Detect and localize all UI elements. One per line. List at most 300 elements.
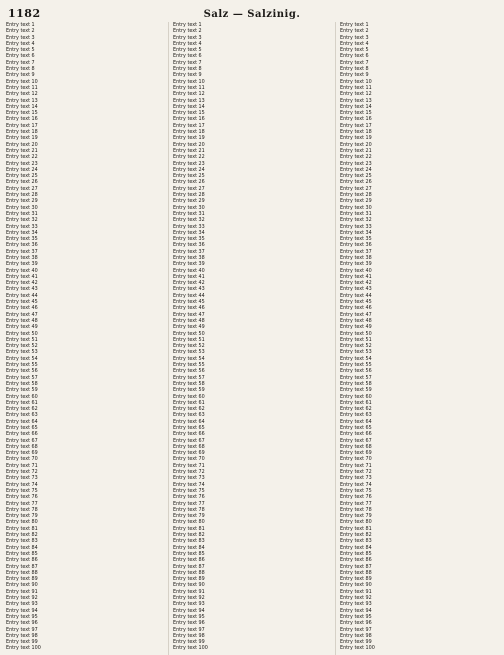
directory-entry: Entry text 12	[173, 91, 205, 98]
column-2	[168, 22, 331, 655]
directory-entry: Entry text 68	[6, 443, 38, 450]
directory-entry: Entry text 3	[340, 34, 369, 41]
directory-entry: Entry text 60	[340, 393, 372, 400]
directory-entry: Entry text 89	[6, 576, 38, 583]
directory-entry: Entry text 42	[340, 280, 372, 287]
directory-entry: Entry text 83	[340, 538, 372, 545]
directory-entry: Entry text 83	[6, 538, 38, 545]
directory-entry: Entry text 80	[340, 519, 372, 526]
directory-entry: Entry text 9	[340, 72, 369, 79]
directory-entry: Entry text 51	[6, 336, 38, 343]
column-3	[335, 22, 498, 655]
directory-entry: Entry text 29	[173, 198, 205, 205]
directory-entry: Entry text 84	[173, 544, 205, 551]
directory-entry: Entry text 10	[173, 78, 205, 85]
directory-entry: Entry text 16	[340, 116, 372, 123]
directory-entry: Entry text 42	[6, 280, 38, 287]
directory-entry: Entry text 95	[340, 613, 372, 620]
directory-entry: Entry text 39	[340, 261, 372, 268]
directory-entry: Entry text 59	[173, 387, 205, 394]
directory-entry: Entry text 90	[6, 582, 38, 589]
directory-entry: Entry text 98	[6, 632, 38, 639]
directory-entry: Entry text 82	[173, 532, 205, 539]
directory-entry: Entry text 27	[173, 185, 205, 192]
directory-entry: Entry text 37	[173, 248, 205, 255]
directory-entry: Entry text 88	[173, 569, 205, 576]
directory-entry: Entry text 81	[340, 525, 372, 532]
directory-entry: Entry text 31	[173, 210, 205, 217]
directory-entry: Entry text 17	[173, 122, 205, 129]
directory-entry: Entry text 55	[6, 362, 38, 369]
directory-entry: Entry text 79	[6, 513, 38, 520]
directory-entry: Entry text 26	[6, 179, 38, 186]
directory-entry: Entry text 29	[340, 198, 372, 205]
directory-entry: Entry text 32	[340, 217, 372, 224]
directory-entry: Entry text 51	[340, 336, 372, 343]
directory-entry: Entry text 64	[173, 418, 205, 425]
directory-entry: Entry text 55	[340, 362, 372, 369]
directory-entry: Entry text 79	[173, 513, 205, 520]
directory-entry: Entry text 77	[340, 500, 372, 507]
directory-entry: Entry text 84	[340, 544, 372, 551]
directory-entry: Entry text 37	[6, 248, 38, 255]
directory-entry: Entry text 93	[6, 601, 38, 608]
directory-entry: Entry text 13	[6, 97, 38, 104]
directory-entry: Entry text 92	[173, 595, 205, 602]
directory-entry: Entry text 65	[173, 425, 205, 431]
directory-entry: Entry text 78	[6, 506, 38, 513]
directory-entry: Entry text 25	[6, 173, 38, 180]
directory-entry: Entry text 94	[173, 607, 205, 614]
directory-entry: Entry text 72	[340, 469, 372, 476]
directory-entry: Entry text 75	[173, 487, 205, 494]
directory-entry: Entry text 35	[173, 236, 205, 243]
directory-entry: Entry text 67	[173, 437, 205, 444]
directory-entry: Entry text 48	[340, 317, 372, 324]
directory-entry: Entry text 20	[173, 141, 205, 148]
directory-entry: Entry text 62	[340, 406, 372, 413]
directory-entry: Entry text 15	[173, 110, 205, 117]
directory-entry: Entry text 67	[6, 437, 38, 444]
directory-entry: Entry text 2	[340, 28, 369, 35]
directory-entry: Entry text 33	[6, 223, 38, 230]
directory-entry: Entry text 31	[340, 210, 372, 217]
directory-entry: Entry text 92	[6, 595, 38, 602]
directory-entry: Entry text 90	[340, 582, 372, 589]
directory-entry: Entry text 19	[340, 135, 372, 142]
directory-entry: Entry text 23	[340, 160, 372, 167]
directory-entry: Entry text 91	[173, 588, 205, 595]
directory-entry: Entry text 57	[340, 374, 372, 381]
directory-entry: Entry text 53	[340, 349, 372, 356]
directory-entry: Entry text 41	[6, 273, 38, 280]
directory-entry: Entry text 47	[6, 311, 38, 318]
directory-entry: Entry text 90	[173, 582, 205, 589]
directory-entry: Entry text 8	[340, 66, 369, 73]
directory-entry: Entry text 69	[173, 450, 205, 457]
directory-entry: Entry text 94	[340, 607, 372, 614]
directory-entry: Entry text 66	[173, 431, 205, 438]
directory-entry: Entry text 21	[340, 147, 372, 154]
directory-entry: Entry text 27	[6, 185, 38, 192]
directory-entry: Entry text 48	[6, 317, 38, 324]
directory-entry: Entry text 97	[340, 626, 372, 633]
directory-entry: Entry text 15	[340, 110, 372, 117]
directory-entry: Entry text 44	[6, 292, 38, 299]
directory-entry: Entry text 63	[340, 412, 372, 419]
directory-entry: Entry text 17	[340, 122, 372, 129]
directory-entry: Entry text 28	[173, 192, 205, 199]
directory-entry: Entry text 53	[6, 349, 38, 356]
directory-entry: Entry text 10	[340, 78, 372, 85]
directory-entry: Entry text 73	[340, 475, 372, 482]
directory-entry: Entry text 36	[340, 242, 372, 249]
directory-entry: Entry text 88	[340, 569, 372, 576]
directory-entry: Entry text 77	[173, 500, 205, 507]
directory-entry: Entry text 34	[173, 229, 205, 236]
directory-entry: Entry text 5	[6, 47, 35, 54]
directory-entry: Entry text 66	[6, 431, 38, 438]
directory-entry: Entry text 66	[340, 431, 372, 438]
directory-entry: Entry text 30	[340, 204, 372, 211]
directory-entry: Entry text 86	[173, 557, 205, 564]
directory-entry: Entry text 57	[6, 374, 38, 381]
directory-entry: Entry text 68	[173, 443, 205, 450]
directory-entry: Entry text 4	[6, 40, 35, 47]
directory-entry: Entry text 86	[6, 557, 38, 564]
directory-entry: Entry text 33	[340, 223, 372, 230]
directory-entry: Entry text 73	[173, 475, 205, 482]
directory-entry: Entry text 13	[340, 97, 372, 104]
directory-entry: Entry text 37	[340, 248, 372, 255]
directory-entry: Entry text 2	[6, 28, 35, 35]
directory-entry: Entry text 18	[173, 129, 205, 136]
directory-entry: Entry text 87	[340, 563, 372, 570]
directory-entry: Entry text 6	[6, 53, 35, 60]
directory-entry: Entry text 76	[6, 494, 38, 501]
directory-entry: Entry text 61	[173, 399, 205, 406]
directory-entry: Entry text 29	[6, 198, 38, 205]
directory-entry: Entry text 52	[6, 343, 38, 350]
directory-entry: Entry text 87	[173, 563, 205, 570]
directory-entry: Entry text 70	[6, 456, 38, 463]
directory-entry: Entry text 97	[6, 626, 38, 633]
directory-entry: Entry text 47	[340, 311, 372, 318]
directory-entry: Entry text 22	[6, 154, 38, 161]
directory-entry: Entry text 1	[340, 22, 369, 28]
directory-entry: Entry text 52	[340, 343, 372, 350]
directory-entry: Entry text 60	[173, 393, 205, 400]
directory-entry: Entry text 76	[173, 494, 205, 501]
directory-entry: Entry text 95	[6, 613, 38, 620]
directory-entry: Entry text 85	[6, 550, 38, 557]
directory-entry: Entry text 96	[6, 620, 38, 627]
directory-entry: Entry text 23	[6, 160, 38, 167]
directory-entry: Entry text 32	[173, 217, 205, 224]
directory-entry: Entry text 18	[340, 129, 372, 136]
directory-entry: Entry text 45	[340, 299, 372, 306]
directory-entry: Entry text 5	[173, 47, 202, 54]
directory-entry: Entry text 64	[340, 418, 372, 425]
directory-entry: Entry text 65	[6, 425, 38, 431]
directory-entry: Entry text 22	[173, 154, 205, 161]
directory-entry: Entry text 14	[340, 103, 372, 110]
directory-entry: Entry text 89	[173, 576, 205, 583]
directory-entry: Entry text 41	[340, 273, 372, 280]
directory-entry: Entry text 59	[6, 387, 38, 394]
directory-entry: Entry text 80	[6, 519, 38, 526]
directory-entry: Entry text 14	[6, 103, 38, 110]
directory-entry: Entry text 26	[340, 179, 372, 186]
directory-entry: Entry text 49	[340, 324, 372, 331]
directory-entry: Entry text 98	[340, 632, 372, 639]
directory-entry: Entry text 100	[6, 645, 41, 652]
directory-entry: Entry text 78	[173, 506, 205, 513]
directory-entry: Entry text 49	[6, 324, 38, 331]
directory-entry: Entry text 58	[340, 380, 372, 387]
directory-entry: Entry text 30	[6, 204, 38, 211]
directory-entry: Entry text 50	[340, 330, 372, 337]
directory-entry: Entry text 95	[173, 613, 205, 620]
directory-entry: Entry text 47	[173, 311, 205, 318]
directory-entry: Entry text 62	[6, 406, 38, 413]
directory-entry: Entry text 43	[6, 286, 38, 293]
directory-entry: Entry text 96	[173, 620, 205, 627]
directory-entry: Entry text 3	[6, 34, 35, 41]
directory-entry: Entry text 39	[6, 261, 38, 268]
directory-entry: Entry text 22	[340, 154, 372, 161]
directory-entry: Entry text 77	[6, 500, 38, 507]
directory-entry: Entry text 91	[6, 588, 38, 595]
directory-entry: Entry text 45	[6, 299, 38, 306]
directory-entry: Entry text 42	[173, 280, 205, 287]
directory-entry: Entry text 71	[173, 462, 205, 469]
directory-entry: Entry text 84	[6, 544, 38, 551]
directory-entry: Entry text 4	[173, 40, 202, 47]
directory-entry: Entry text 71	[340, 462, 372, 469]
directory-entry: Entry text 12	[6, 91, 38, 98]
directory-entry: Entry text 51	[173, 336, 205, 343]
directory-entry: Entry text 74	[6, 481, 38, 488]
running-title: Salz — Salzinig.	[203, 8, 301, 20]
directory-entry: Entry text 56	[6, 368, 38, 375]
directory-entry: Entry text 55	[173, 362, 205, 369]
directory-entry: Entry text 49	[173, 324, 205, 331]
directory-entry: Entry text 6	[173, 53, 202, 60]
directory-entry: Entry text 48	[173, 317, 205, 324]
directory-entry: Entry text 35	[340, 236, 372, 243]
directory-entry: Entry text 40	[6, 267, 38, 274]
directory-entry: Entry text 56	[340, 368, 372, 375]
directory-entry: Entry text 23	[173, 160, 205, 167]
directory-entry: Entry text 70	[340, 456, 372, 463]
directory-entry: Entry text 14	[173, 103, 205, 110]
directory-entry: Entry text 19	[173, 135, 205, 142]
directory-entry: Entry text 50	[173, 330, 205, 337]
directory-entry: Entry text 75	[6, 487, 38, 494]
directory-entry: Entry text 1	[6, 22, 35, 28]
directory-entry: Entry text 80	[173, 519, 205, 526]
column-1	[6, 22, 164, 655]
directory-entry: Entry text 30	[173, 204, 205, 211]
directory-entry: Entry text 43	[340, 286, 372, 293]
directory-entry: Entry text 34	[340, 229, 372, 236]
directory-entry: Entry text 7	[6, 59, 35, 66]
directory-entry: Entry text 25	[173, 173, 205, 180]
directory-entry: Entry text 99	[173, 639, 205, 646]
directory-entry: Entry text 70	[173, 456, 205, 463]
columns	[6, 22, 498, 655]
directory-entry: Entry text 21	[6, 147, 38, 154]
directory-entry: Entry text 27	[340, 185, 372, 192]
directory-entry: Entry text 54	[6, 355, 38, 362]
directory-entry: Entry text 73	[6, 475, 38, 482]
directory-entry: Entry text 46	[340, 305, 372, 312]
directory-entry: Entry text 53	[173, 349, 205, 356]
directory-entry: Entry text 60	[6, 393, 38, 400]
directory-entry: Entry text 44	[173, 292, 205, 299]
directory-entry: Entry text 40	[173, 267, 205, 274]
directory-entry: Entry text 81	[173, 525, 205, 532]
directory-entry: Entry text 50	[6, 330, 38, 337]
directory-entry: Entry text 91	[340, 588, 372, 595]
directory-entry: Entry text 57	[173, 374, 205, 381]
directory-entry: Entry text 74	[340, 481, 372, 488]
page-header	[6, 6, 498, 22]
directory-entry: Entry text 43	[173, 286, 205, 293]
directory-entry: Entry text 58	[173, 380, 205, 387]
directory-entry: Entry text 6	[340, 53, 369, 60]
directory-entry: Entry text 64	[6, 418, 38, 425]
directory-entry: Entry text 86	[340, 557, 372, 564]
directory-entry: Entry text 11	[340, 84, 372, 91]
directory-entry: Entry text 63	[6, 412, 38, 419]
directory-entry: Entry text 44	[340, 292, 372, 299]
directory-entry: Entry text 69	[340, 450, 372, 457]
directory-entry: Entry text 74	[173, 481, 205, 488]
directory-entry: Entry text 24	[340, 166, 372, 173]
directory-entry: Entry text 72	[6, 469, 38, 476]
directory-entry: Entry text 10	[6, 78, 38, 85]
directory-entry: Entry text 19	[6, 135, 38, 142]
directory-entry: Entry text 65	[340, 425, 372, 431]
directory-entry: Entry text 16	[6, 116, 38, 123]
directory-entry: Entry text 61	[6, 399, 38, 406]
directory-entry: Entry text 38	[6, 254, 38, 261]
directory-entry: Entry text 45	[173, 299, 205, 306]
directory-entry: Entry text 99	[340, 639, 372, 646]
directory-entry: Entry text 76	[340, 494, 372, 501]
directory-entry: Entry text 7	[173, 59, 202, 66]
directory-entry: Entry text 21	[173, 147, 205, 154]
directory-entry: Entry text 96	[340, 620, 372, 627]
directory-entry: Entry text 63	[173, 412, 205, 419]
directory-entry: Entry text 46	[6, 305, 38, 312]
directory-entry: Entry text 81	[6, 525, 38, 532]
directory-entry: Entry text 93	[173, 601, 205, 608]
directory-entry: Entry text 1	[173, 22, 202, 28]
directory-entry: Entry text 54	[173, 355, 205, 362]
directory-entry: Entry text 59	[340, 387, 372, 394]
directory-entry: Entry text 11	[173, 84, 205, 91]
directory-entry: Entry text 24	[6, 166, 38, 173]
directory-entry: Entry text 5	[340, 47, 369, 54]
directory-entry: Entry text 79	[340, 513, 372, 520]
directory-entry: Entry text 17	[6, 122, 38, 129]
directory-entry: Entry text 100	[340, 645, 375, 652]
directory-entry: Entry text 12	[340, 91, 372, 98]
directory-entry: Entry text 15	[6, 110, 38, 117]
directory-entry: Entry text 36	[6, 242, 38, 249]
directory-entry: Entry text 82	[6, 532, 38, 539]
directory-entry: Entry text 68	[340, 443, 372, 450]
directory-entry: Entry text 8	[173, 66, 202, 73]
directory-entry: Entry text 88	[6, 569, 38, 576]
directory-entry: Entry text 9	[173, 72, 202, 79]
directory-entry: Entry text 46	[173, 305, 205, 312]
directory-entry: Entry text 34	[6, 229, 38, 236]
directory-entry: Entry text 85	[340, 550, 372, 557]
directory-entry: Entry text 78	[340, 506, 372, 513]
directory-entry: Entry text 26	[173, 179, 205, 186]
directory-entry: Entry text 93	[340, 601, 372, 608]
directory-entry: Entry text 31	[6, 210, 38, 217]
directory-entry: Entry text 36	[173, 242, 205, 249]
directory-entry: Entry text 83	[173, 538, 205, 545]
directory-entry: Entry text 52	[173, 343, 205, 350]
directory-entry: Entry text 28	[6, 192, 38, 199]
directory-entry: Entry text 58	[6, 380, 38, 387]
directory-entry: Entry text 100	[173, 645, 208, 652]
directory-entry: Entry text 33	[173, 223, 205, 230]
directory-entry: Entry text 97	[173, 626, 205, 633]
directory-entry: Entry text 39	[173, 261, 205, 268]
directory-entry: Entry text 3	[173, 34, 202, 41]
directory-entry: Entry text 71	[6, 462, 38, 469]
directory-entry: Entry text 69	[6, 450, 38, 457]
directory-entry: Entry text 20	[6, 141, 38, 148]
directory-entry: Entry text 56	[173, 368, 205, 375]
directory-entry: Entry text 7	[340, 59, 369, 66]
directory-entry: Entry text 9	[6, 72, 35, 79]
directory-entry: Entry text 72	[173, 469, 205, 476]
directory-entry: Entry text 16	[173, 116, 205, 123]
directory-entry: Entry text 94	[6, 607, 38, 614]
directory-entry: Entry text 35	[6, 236, 38, 243]
directory-entry: Entry text 75	[340, 487, 372, 494]
directory-entry: Entry text 40	[340, 267, 372, 274]
directory-entry: Entry text 13	[173, 97, 205, 104]
directory-entry: Entry text 2	[173, 28, 202, 35]
directory-entry: Entry text 92	[340, 595, 372, 602]
directory-entry: Entry text 89	[340, 576, 372, 583]
directory-entry: Entry text 32	[6, 217, 38, 224]
directory-entry: Entry text 41	[173, 273, 205, 280]
directory-entry: Entry text 20	[340, 141, 372, 148]
directory-entry: Entry text 61	[340, 399, 372, 406]
directory-entry: Entry text 98	[173, 632, 205, 639]
directory-entry: Entry text 54	[340, 355, 372, 362]
directory-entry: Entry text 25	[340, 173, 372, 180]
directory-entry: Entry text 18	[6, 129, 38, 136]
directory-entry: Entry text 67	[340, 437, 372, 444]
directory-entry: Entry text 87	[6, 563, 38, 570]
directory-entry: Entry text 82	[340, 532, 372, 539]
directory-entry: Entry text 28	[340, 192, 372, 199]
directory-entry: Entry text 11	[6, 84, 38, 91]
directory-entry: Entry text 62	[173, 406, 205, 413]
directory-entry: Entry text 24	[173, 166, 205, 173]
